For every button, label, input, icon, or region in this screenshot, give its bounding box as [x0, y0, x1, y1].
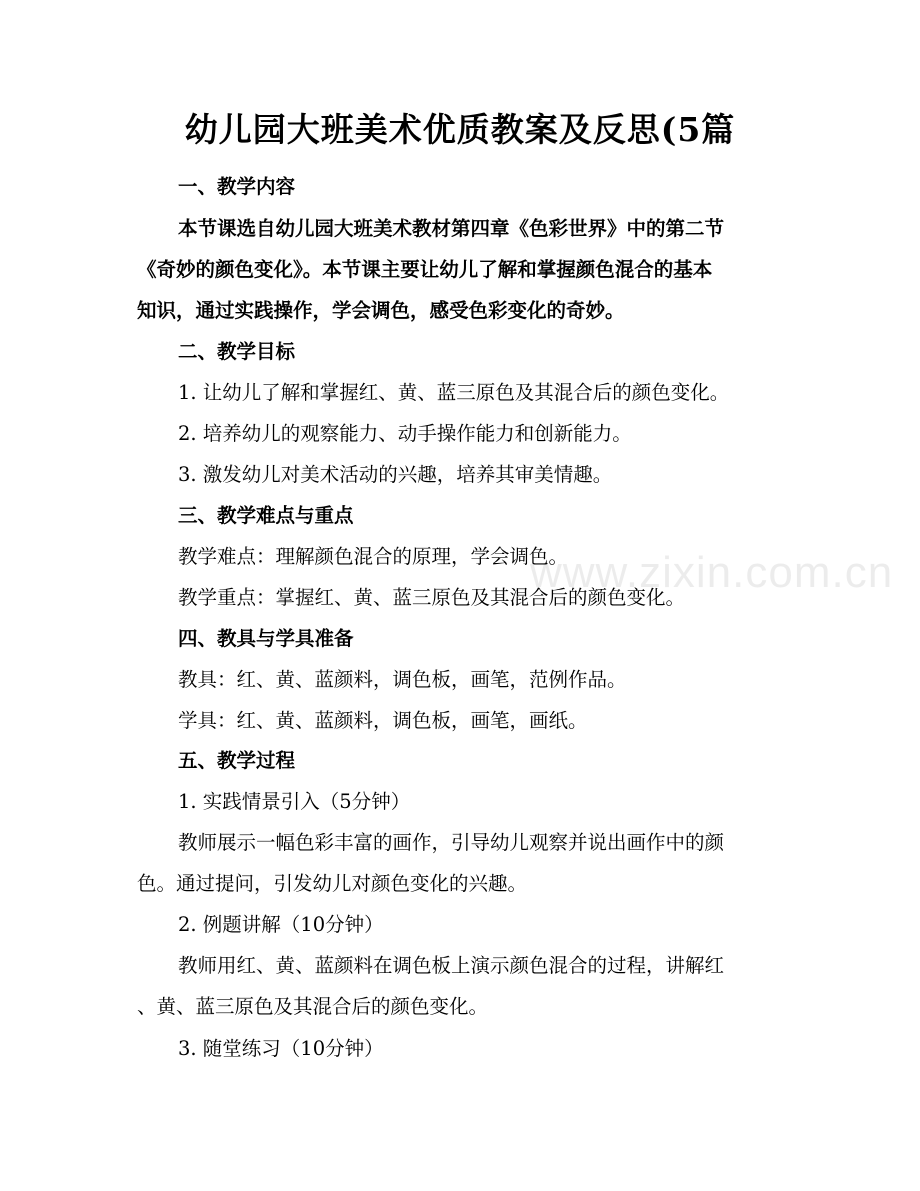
list-item: 2. 例题讲解（10分钟） [178, 913, 384, 936]
list-item: 1. 实践情景引入（5分钟） [178, 790, 411, 813]
list-item: 1. 让幼儿了解和掌握红、黄、蓝三原色及其混合后的颜色变化。 [178, 381, 730, 404]
list-item: 3. 激发幼儿对美术活动的兴趣，培养其审美情趣。 [178, 463, 613, 486]
paragraph-line: 教师展示一幅色彩丰富的画作，引导幼儿观察并说出画作中的颜 [178, 831, 725, 854]
paragraph-line: 教师用红、黄、蓝颜料在调色板上演示颜色混合的过程，讲解红 [178, 954, 725, 977]
list-item: 3. 随堂练习（10分钟） [178, 1037, 384, 1060]
watermark-text: www.zixin.com.cn [530, 548, 894, 597]
section-heading-materials: 四、教具与学具准备 [178, 627, 354, 650]
paragraph-line: 教学难点：理解颜色混合的原理，学会调色。 [178, 545, 569, 568]
list-item: 2. 培养幼儿的观察能力、动手操作能力和创新能力。 [178, 422, 632, 445]
section-heading-process: 五、教学过程 [178, 749, 296, 772]
paragraph-line: 知识，通过实践操作，学会调色，感受色彩变化的奇妙。 [137, 299, 625, 322]
paragraph-line: 《奇妙的颜色变化》。本节课主要让幼儿了解和掌握颜色混合的基本 [137, 258, 713, 281]
paragraph-line: 本节课选自幼儿园大班美术教材第四章《色彩世界》中的第二节 [178, 217, 725, 240]
paragraph-line: 教具：红、黄、蓝颜料，调色板，画笔，范例作品。 [178, 668, 627, 691]
section-heading-content: 一、教学内容 [178, 175, 296, 198]
paragraph-line: 学具：红、黄、蓝颜料，调色板，画笔，画纸。 [178, 709, 588, 732]
section-heading-objectives: 二、教学目标 [178, 340, 296, 363]
paragraph-line: 、黄、蓝三原色及其混合后的颜色变化。 [137, 995, 489, 1018]
paragraph-line: 色。通过提问，引发幼儿对颜色变化的兴趣。 [137, 872, 528, 895]
document-title: 幼儿园大班美术优质教案及反思(5篇 [184, 110, 736, 149]
paragraph-line: 教学重点：掌握红、黄、蓝三原色及其混合后的颜色变化。 [178, 586, 686, 609]
section-heading-difficulties: 三、教学难点与重点 [178, 504, 354, 527]
